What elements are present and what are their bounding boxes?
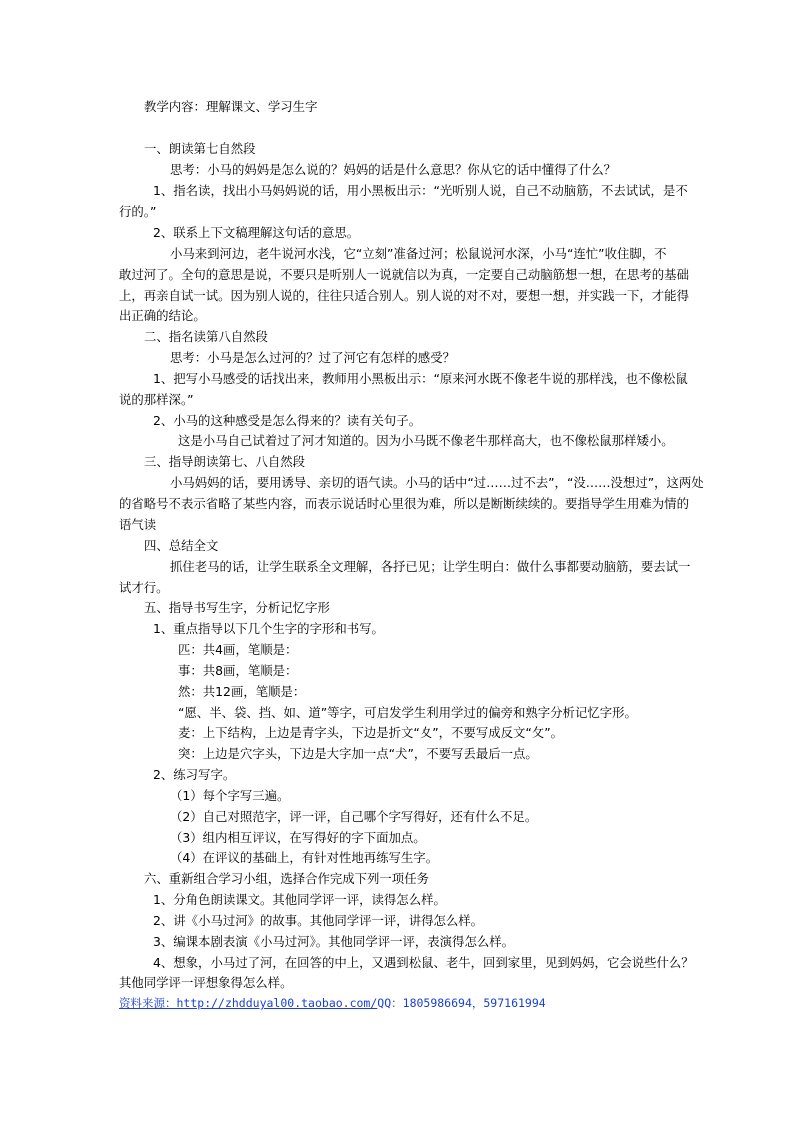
section-4-title: 四、总结全文: [144, 538, 219, 553]
source-label: 资料来源：: [119, 996, 177, 1010]
section-1-item-1-cont: 行的。”: [119, 204, 157, 219]
source-link[interactable]: http://zhdduyal00.taobao.com/: [176, 996, 378, 1010]
section-1-item-2: 2、联系上下文稿理解这句话的意思。: [153, 225, 360, 240]
section-1-paragraph-line: 敢过河了。全句的意思是说，不要只是听别人一说就信以为真，一定要自己动脑筋想一想，在思考的基础: [119, 267, 689, 282]
character-note: 突：上边是穴字头，下边是大字加一点“犬”，不要写丢最后一点。: [178, 746, 538, 761]
character-note: “愿、半、袋、挡、如、道”等字，可启发学生利用学过的偏旁和熟字分析记忆字形。: [178, 705, 637, 720]
practice-step: （2）自己对照范字，评一评，自己哪个字写得好，还有什么不足。: [170, 809, 538, 824]
lesson-heading: 教学内容：理解课文、学习生字: [144, 99, 318, 114]
section-2-title: 二、指名读第八自然段: [144, 329, 268, 344]
section-2-answer: 这是小马自己试着过了河才知道的。因为小马既不像老牛那样高大，也不像松鼠那样矮小。: [178, 433, 674, 448]
practice-step: （3）组内相互评议，在写得好的字下面加点。: [170, 830, 426, 845]
section-4-paragraph-line: 抓住老马的话，让学生联系全文理解，各抒已见；让学生明白：做什么事都要动脑筋，要去试一: [170, 559, 691, 574]
section-5-item-2: 2、练习写字。: [153, 767, 236, 782]
character-note: 然：共12画，笔顺是：: [178, 684, 306, 699]
section-1-paragraph-line: 上，再亲自试一试。因为别人说的，往往只适合别人。别人说的对不对，要想一想，并实践一下，才能得: [119, 288, 689, 303]
task-item: 2、讲《小马过河》的故事。其他同学评一评，讲得怎么样。: [153, 913, 484, 928]
section-5-title: 五、指导书写生字，分析记忆字形: [144, 600, 330, 615]
character-note: 麦：上下结构，上边是青字头，下边是折文“夊”，不要写成反文“攵”。: [178, 725, 564, 740]
section-3-title: 三、指导朗读第七、八自然段: [144, 454, 306, 469]
section-1-title: 一、朗读第七自然段: [144, 141, 256, 156]
section-6-title: 六、重新组合学习小组，选择合作完成下列一项任务: [144, 871, 429, 886]
section-3-paragraph-line: 的省略号不表示省略了某些内容，而表示说话时心里很为难，所以是断断续续的。要指导学生用难为情的: [119, 496, 689, 511]
task-item: 3、编课本剧表演《小马过河》。其他同学评一评，表演得怎么样。: [153, 934, 515, 949]
character-note: 匹：共4画，笔顺是：: [178, 642, 298, 657]
section-2-question: 思考：小马是怎么过河的？过了河它有怎样的感受？: [170, 350, 455, 365]
practice-step: （4）在评议的基础上，有针对性地再练写生字。: [170, 850, 439, 865]
practice-step: （1）每个字写三遍。: [170, 788, 290, 803]
source-line: [119, 995, 546, 1011]
section-1-item-1: 1、指名读，找出小马妈妈说的话，用小黑板出示：“光听别人说，自己不动脑筋，不去试试，是不: [153, 183, 688, 198]
source-contact: QQ：1805986694，597161994: [377, 996, 546, 1010]
section-1-paragraph-line: 出正确的结论。: [119, 308, 206, 323]
task-item: 1、分角色朗读课文。其他同学评一评，读得怎么样。: [153, 892, 446, 907]
section-3-paragraph-line: 小马妈妈的话，要用诱导、亲切的语气读。小马的话中“过……过不去”，“没……没想过”，这两处: [170, 475, 704, 490]
section-1-question: 思考：小马的妈妈是怎么说的？妈妈的话是什么意思？你从它的话中懂得了什么？: [170, 162, 617, 177]
section-3-paragraph-line: 语气读: [119, 517, 157, 532]
section-2-item-1-cont: 说的那样深。”: [119, 392, 194, 407]
task-item: 4、想象，小马过了河，在回答的中上，又遇到松鼠、老牛，回到家里，见到妈妈，它会说些什么？: [153, 955, 694, 970]
character-note: 事：共8画，笔顺是：: [178, 663, 298, 678]
section-4-paragraph-line: 试才行。: [119, 580, 169, 595]
section-2-item-2: 2、小马的这种感受是怎么得来的？读有关句子。: [153, 413, 422, 428]
section-5-item-1: 1、重点指导以下几个生字的字形和书写。: [153, 621, 384, 636]
task-item-cont: 其他同学评一评想象得怎么样。: [119, 975, 293, 990]
section-1-paragraph-line: 小马来到河边，老牛说河水浅，它“立刻”准备过河；松鼠说河水深，小马“连忙”收住脚，不: [170, 246, 667, 261]
section-2-item-1: 1、把写小马感受的话找出来，教师用小黑板出示：“原来河水既不像老牛说的那样浅，也不像松鼠: [153, 371, 688, 386]
